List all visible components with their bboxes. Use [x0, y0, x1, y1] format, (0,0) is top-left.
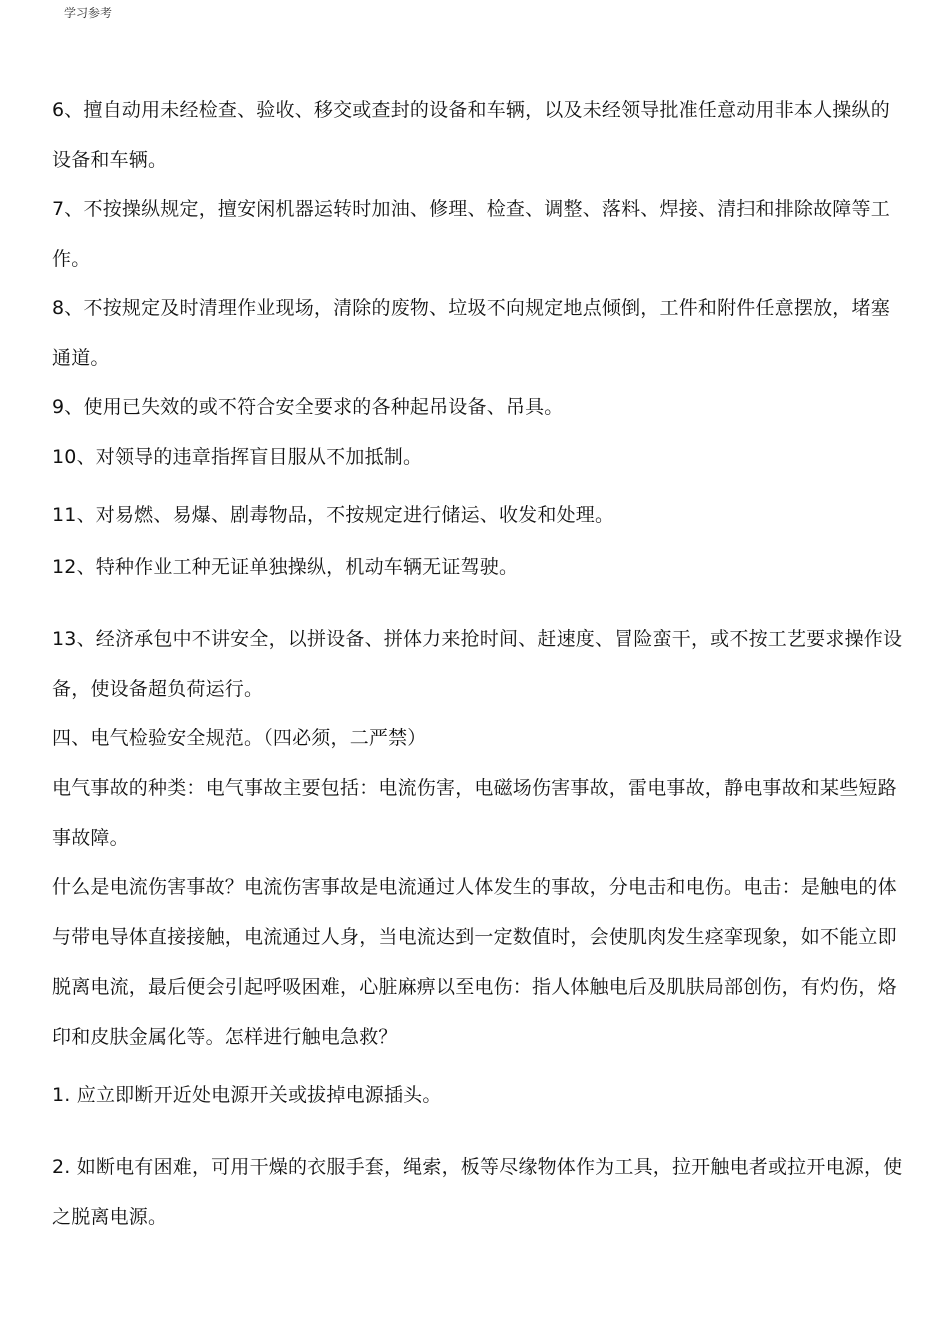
paragraph-item-8: 8、不按规定及时清理作业现场，清除的废物、垃圾不向规定地点倾倒，工件和附件任意摆放，堵塞通道。	[52, 297, 890, 369]
paragraph-electrical-accident-types: 电气事故的种类：电气事故主要包括：电流伤害，电磁场伤害事故，雷电事故，静电事故和某些短路事故障。	[52, 777, 897, 849]
paragraph-item-13: 13、经济承包中不讲安全，以拼设备、拼体力来抢时间、赶速度、冒险蛮干，或不按工艺要求操作设备，使设备超负荷运行。	[52, 628, 903, 700]
paragraph-current-injury: 什么是电流伤害事故？电流伤害事故是电流通过人体发生的事故，分电击和电伤。电击：是触电的体与带电导体直接接触，电流通过人身，当电流达到一定数值时，会使肌肉发生痉挛现象，如不能立即脱离电流，最后便会引起呼吸困难，心脏麻痹以至电伤：指人体触电后及肌肤局部创伤，有灼伤，烙印和皮肤金属化等。怎样进行触电急救？	[52, 876, 897, 1048]
section-heading: 四、电气检验安全规范。（四必须，二严禁）	[52, 727, 427, 749]
paragraph-rescue-step-2: 2. 如断电有困难，可用干燥的衣服手套，绳索，板等尽缘物体作为工具，拉开触电者或拉开电源，使之脱离电源。	[52, 1156, 903, 1228]
header-note: 学习参考	[64, 6, 113, 20]
paragraph-item-12: 12、特种作业工种无证单独操纵，机动车辆无证驾驶。	[52, 556, 519, 578]
paragraph-item-9: 9、使用已失效的或不符合安全要求的各种起吊设备、吊具。	[52, 396, 564, 418]
paragraph-item-7: 7、不按操纵规定，擅安闲机器运转时加油、修理、检查、调整、落料、焊接、清扫和排除故障等工作。	[52, 198, 890, 270]
paragraph-item-6: 6、擅自动用未经检查、验收、移交或查封的设备和车辆，以及未经领导批准任意动用非本人操纵的设备和车辆。	[52, 99, 890, 171]
paragraph-item-11: 11、对易燃、易爆、剧毒物品，不按规定进行储运、收发和处理。	[52, 504, 615, 526]
paragraph-item-10: 10、对领导的违章指挥盲目服从不加抵制。	[52, 446, 423, 468]
paragraph-rescue-step-1: 1. 应立即断开近处电源开关或拔掉电源插头。	[52, 1084, 442, 1106]
